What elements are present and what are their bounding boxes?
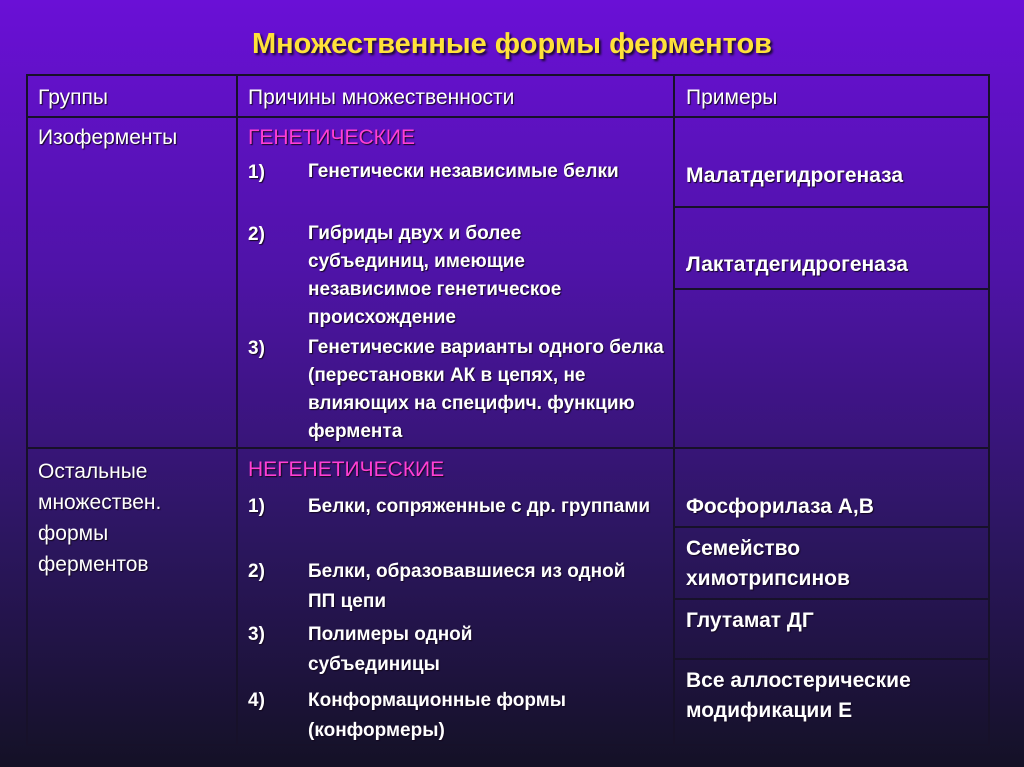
list-item-number: 2) xyxy=(248,561,265,582)
group-isoenzymes: Изоферменты xyxy=(38,126,178,149)
header-examples: Примеры xyxy=(686,86,778,109)
group-other-forms: Остальные множествен. формы ферментов xyxy=(38,460,162,576)
list-item: Полимеры одной субъединицы xyxy=(308,624,473,675)
header-reasons: Причины множественности xyxy=(248,86,515,109)
example-glutamate-dh: Глутамат ДГ xyxy=(686,609,814,632)
table-border-right xyxy=(988,74,990,746)
list-item: Белки, образовавшиеся из одной ПП цепи xyxy=(308,561,626,612)
list-item-number: 2) xyxy=(248,224,265,245)
list-item-number: 1) xyxy=(248,162,265,183)
example-divider xyxy=(674,206,990,208)
list-item-number: 4) xyxy=(248,690,265,711)
table-border-left xyxy=(26,74,28,746)
example-lactate-dehydrogenase: Лактатдегидрогеназа xyxy=(686,253,908,276)
list-item: Белки, сопряженные с др. группами xyxy=(308,496,651,517)
list-item-number: 3) xyxy=(248,338,265,359)
example-phosphorylase: Фосфорилаза А,В xyxy=(686,495,874,518)
slide-title: Множественные формы ферментов xyxy=(251,28,773,60)
example-allosteric-modifications: Все аллостерические модификации Е xyxy=(686,669,911,722)
category-nongenetic: НЕГЕНЕТИЧЕСКИЕ xyxy=(248,458,445,481)
header-divider xyxy=(26,116,990,118)
category-genetic: ГЕНЕТИЧЕСКИЕ xyxy=(248,126,415,149)
table-border-top xyxy=(26,74,990,76)
column-divider xyxy=(673,74,675,746)
example-chymotrypsin-family: Семейство химотрипсинов xyxy=(686,537,850,590)
list-item: Генетически независимые белки xyxy=(308,161,619,182)
section-divider xyxy=(26,447,990,449)
list-item: Генетические варианты одного белка (перестановки АК в цепях, не влияющих на специфич. функцию фермента xyxy=(308,337,664,442)
example-malate-dehydrogenase: Малатдегидрогеназа xyxy=(686,164,903,187)
list-item: Конформационные формы (конформеры) xyxy=(308,690,566,741)
example-divider xyxy=(674,658,990,660)
example-divider xyxy=(674,598,990,600)
list-item-number: 1) xyxy=(248,496,265,517)
list-item: Гибриды двух и более субъединиц, имеющие независимое генетическое происхождение xyxy=(308,223,562,328)
example-divider xyxy=(674,526,990,528)
list-item-number: 3) xyxy=(248,624,265,645)
header-groups: Группы xyxy=(38,86,108,109)
example-divider xyxy=(674,288,990,290)
column-divider xyxy=(236,74,238,746)
